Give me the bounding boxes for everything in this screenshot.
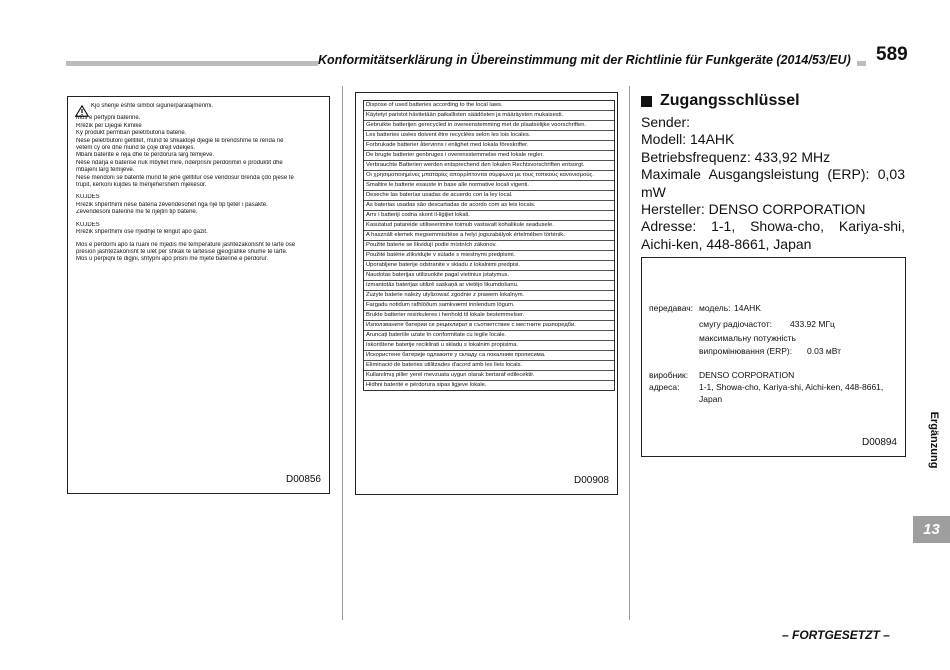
battery-warning-image [67,96,330,494]
spec-line: Adresse: 1-1, Showa-cho, Kariya-shi, Aichi-ken, 448-8661, Japan [641,218,905,252]
disposal-row: Käytetyt paristot hävitetään paikallisten säädösten ja määräysten mukaisesti. [364,111,614,121]
warning-line: presion jashtëzakonisht të ulët për shkak të lartësisë gjeografike shume të lartë. [76,248,288,255]
section-title [641,92,800,110]
disposal-row: Forbrukade batterier återvinns i enlighet med lokala föreskrifter. [364,141,614,151]
manufacturer-value: DENSO CORPORATION [699,370,795,380]
image-code: D00894 [861,437,897,448]
disposal-row: Izmantotās baterijas utilizē saskaņā ar vietējo likumdošanu. [364,281,614,291]
battery-disposal-image [355,92,618,495]
disposal-row: As baterias usadas são descartadas de acordo com as leis locais. [364,201,614,211]
disposal-row: Dispose of used batteries according to the local laws. [364,101,614,111]
disposal-row: Verbrauchte Batterien werden entsprechend den lokalen Rechtsvorschriften entsorgt. [364,161,614,171]
manufacturer-label: виробник: [649,370,689,380]
spec-line: Betriebsfrequenz: 433,92 MHz [641,148,831,165]
disposal-row: Les batteries usées doivent être recyclées selon les lois locales. [364,131,614,141]
disposal-row: Naudotas baterijas utilizuokite pagal vietinius įstatymus. [364,271,614,281]
warning-line: Rrezik për Djegie Kimike [76,122,142,129]
image-code: D00908 [573,475,609,486]
frequency-value: 433.92 МГц [790,319,835,329]
address-value: 1-1, Showa-cho, Kariya-shi, Aichi-ken, 448-8661, [699,382,884,392]
disposal-row: Deseche las baterías usadas de acuerdo con la ley local. [364,191,614,201]
power-label-line2: випромінювання (ERP): [699,346,793,356]
disposal-row: Brukte batterier resirkuleres i henhold til lokale bestemmelser. [364,311,614,321]
warning-text-block [76,103,321,264]
power-value: 0.03 мВт [807,346,842,356]
warning-line: KUJDES [76,194,100,201]
disposal-row: Hidhni bateritë e përdorura sipas ligjeve lokale. [366,382,487,388]
disposal-row: Gebruikte batterijen gerecycled in overeenstemming met de plaatselijke voorschriften. [364,121,614,131]
continued-footer: – FORTGESETZT – [782,628,890,642]
disposal-row: Οι χρησιμοποιημένες μπαταρίες απορρίπτονται σύμφωνα με τους τοπικούς κανονισμούς. [364,171,614,181]
power-label-line1: максимальну потужність [699,333,796,343]
warning-line: Mos e përtypni baterine. [76,115,141,122]
warning-line: Mos e përdorni apo ta ruani në mjedis me temperaturë jashtëzakonisht të lartë ose [76,241,296,248]
spec-line: Modell: 14AHK [641,131,735,148]
disposal-row: De brugte batterier genbruges i overensstemmelse med lokale regler. [364,151,614,161]
warning-line: Kjo shenje eshte simbol sigurie/paralajmerimi. [91,103,214,109]
disposal-row: A használt elemek megsemmisítése a helyi jogszabályok értelmében történik. [364,231,614,241]
disposal-row: Zużyte baterie należy utylizować zgodnie z prawem lokalnym. [364,291,614,301]
square-bullet-icon [641,96,652,107]
disposal-row: Kasutatud patareide utiliseerimine toimub vastavalt kohalikule seadusele. [364,221,614,231]
warning-line: trupit, kërkoni kujdes të menjëhershëm mjekësor. [76,182,207,189]
frequency-label: смугу радіочастот: [699,319,772,329]
transmitter-label: передавач: [649,303,694,313]
disposal-row: Искористене батерије одлажите у складу са локалним прописима. [364,351,614,361]
disposal-row: Použité baterie se likvidují podle místních zákonov. [364,241,614,251]
disposal-row: Fargadu notidum rafhlöðum samkvæmt innlendum lögum. [364,301,614,311]
page-header-title: Konformitätserklärung in Übereinstimmung mit der Richtlinie für Funkgeräte (2014/53/EU) [318,53,857,67]
warning-line: Rrezik shpërthimi ose rrjedhje të lëngut apo gazit. [76,229,208,236]
disposal-row: Eliminació de bateries utilitzades d'acord amb les lleis locals. [364,361,614,371]
spec-line: Maximale Ausgangsleistung (ERP): 0,03 mW [641,166,905,200]
chapter-side-label: Ergänzung [928,411,940,469]
warning-line: Ky produkt permban pelet/butona baterie. [76,130,187,137]
address-value-line2: Japan [699,394,723,404]
warning-line: Nëse mendoni se bateritë mund të jenë gëlltitur ose vendosur brenda çdo pjese të [76,174,294,181]
page-number: 589 [872,44,908,66]
section-title-text: Zugangsschlüssel [660,92,800,109]
warning-line: KUJDES [76,221,100,228]
image-code: D00856 [285,474,321,485]
warning-line: Nëse ndarja e baterisë nuk mbyllet mirë, ndërprisni përdorimin e produktit dhe [76,159,283,166]
disposal-row: Aruncați bateriile uzate în conformitate cu legile locale. [364,331,614,341]
warning-line: Rrezik shpërthimi nëse bateria zëvendësohet nga një tip tjetër i pasaktë. [76,201,268,208]
column-divider-left [342,86,343,620]
chapter-number-tab: 13 [913,516,950,543]
warning-line: mbajeni larg fëmijëve. [76,167,135,174]
disposal-row: Smaltire le batterie esauste in base alle normative locali vigenti. [364,181,614,191]
disposal-row: Iskorištene baterije reciklirati u skladu s lokalnim propisima. [364,341,614,351]
disposal-row: Kullanılmış piller yerel mevzuata uygun olarak bertaraf edilecektir. [364,371,614,381]
spec-line: Hersteller: DENSO CORPORATION [641,201,866,218]
address-label: адреса: [649,382,680,392]
model-value: 14AHK [734,303,761,313]
warning-line: Mbani bateritë e reja dhe të përdorura larg fëmijëve. [76,152,215,159]
disposal-row: Използваните батерии се рециклират в съответствие с местните разпоредби. [364,321,614,331]
spec-line: Sender: [641,114,691,130]
warning-line: vetëm cy orë dhe mund të çojë drejt vdekjes. [76,145,196,152]
ukrainian-declaration-image [641,257,906,457]
disposal-row: Arnı i batteriji codna skont il-liġijiet lokali. [364,211,614,221]
disposal-row: Použité batérie zlikvidujte v súlade s miestnymi predpismi. [364,251,614,261]
model-label: модель: [699,303,731,313]
warning-line: Mos u përpiqni të digjni, shtypni apo prisni me mjete baterinë e përdorur. [76,256,269,263]
column-divider-right [629,86,630,620]
disposal-row: Uporabljene baterije odstranite v skladu z lokalnimi predpisi. [364,261,614,271]
warning-line: Zëvendësoni baterinë me të njëjtin tip baterie. [76,209,198,216]
disposal-table [363,100,615,391]
spec-text [641,114,905,253]
warning-line: Nëse pelet/butoni gëlltitet, mund të shkaktojë djegie të brendshme të rënda në [76,137,284,144]
